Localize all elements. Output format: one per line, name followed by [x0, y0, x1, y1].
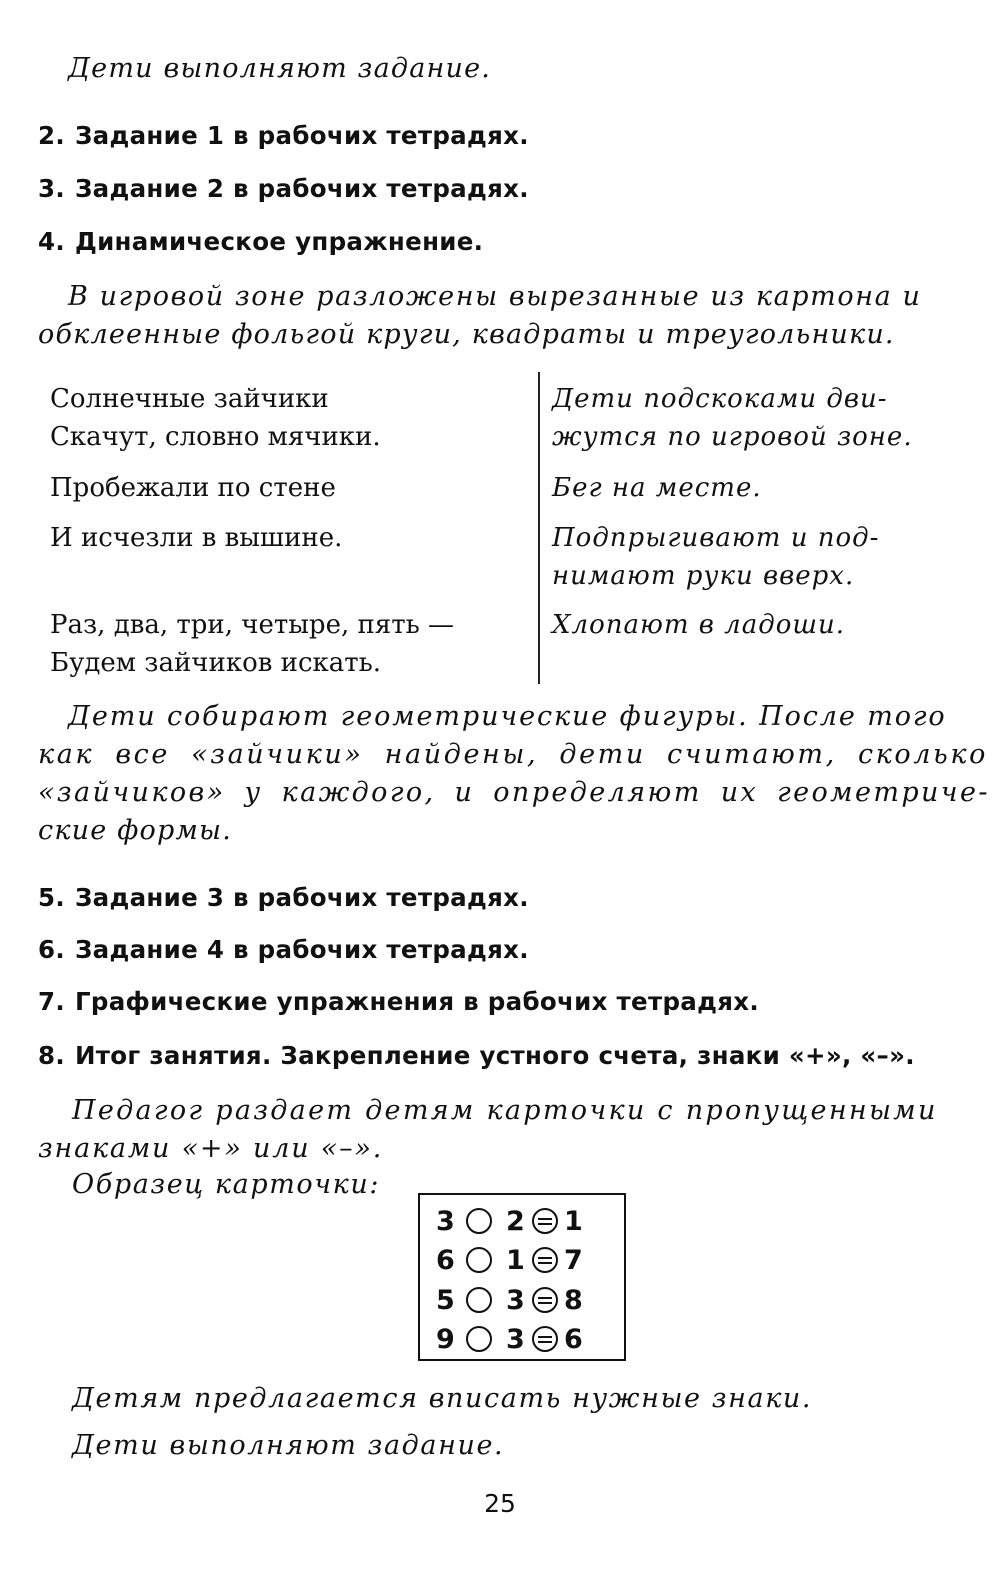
heading-number: 5. — [38, 883, 65, 912]
teacher-note-line-2: знаками «+» или «–». — [38, 1133, 384, 1164]
heading-lesson-summary — [38, 1040, 915, 1072]
blank-sign-circle-icon — [466, 1247, 492, 1273]
equals-circle-icon — [532, 1208, 558, 1234]
movement-instruction: Подпрыгивают и под- — [552, 523, 880, 553]
card-number: 3 — [436, 1205, 455, 1237]
card-row — [436, 1319, 582, 1359]
heading-text: Задание 2 в рабочих тетрадях. — [74, 174, 529, 203]
collect-note-line-4: ские формы. — [38, 815, 233, 846]
heading-text: Задание 1 в рабочих тетрадях. — [74, 121, 529, 150]
heading-number: 8. — [38, 1041, 65, 1070]
movement-instruction: Дети подскоками дви- — [552, 384, 888, 414]
heading-text: Задание 4 в рабочих тетрадях. — [74, 935, 529, 964]
heading-text: Итог занятия. Закрепление устного счета, знаки «+», «–». — [74, 1041, 915, 1070]
heading-text: Задание 3 в рабочих тетрадях. — [74, 883, 529, 912]
game-zone-line-1: В игровой зоне разложены вырезанные из картона и — [68, 281, 922, 312]
card-number: 9 — [436, 1323, 455, 1355]
heading-task-4 — [38, 934, 529, 966]
heading-number: 6. — [38, 935, 65, 964]
blank-sign-circle-icon — [466, 1287, 492, 1313]
card-number: 3 — [506, 1323, 525, 1355]
movement-instruction: жутся по игровой зоне. — [552, 422, 913, 452]
heading-number: 7. — [38, 987, 65, 1016]
poem-line: И исчезли в вышине. — [50, 523, 343, 553]
heading-graphic-exercises — [38, 986, 759, 1018]
equals-circle-icon — [532, 1287, 558, 1313]
heading-number: 4. — [38, 227, 65, 256]
card-row — [436, 1240, 582, 1280]
movement-instruction: Бег на месте. — [552, 473, 762, 503]
poem-line: Будем зайчиков искать. — [50, 648, 382, 678]
heading-text: Графические упражнения в рабочих тетрадях. — [74, 987, 759, 1016]
poem-line: Пробежали по стене — [50, 473, 336, 503]
collect-note-line-3: «зайчиков» у каждого, и определяют их геометриче- — [38, 777, 990, 808]
poem-table — [38, 370, 958, 688]
poem-line: Скачут, словно мячики. — [50, 422, 381, 452]
blank-sign-circle-icon — [466, 1326, 492, 1352]
heading-task-1 — [38, 120, 529, 152]
card-row — [436, 1280, 582, 1320]
card-number: 2 — [506, 1205, 525, 1237]
game-zone-line-2: обклеенные фольгой круги, квадраты и треугольники. — [38, 319, 895, 350]
blank-sign-circle-icon — [466, 1208, 492, 1234]
card-number: 6 — [564, 1323, 583, 1355]
closing-note-task: Дети выполняют задание. — [72, 1430, 505, 1461]
movement-instruction: Хлопают в ладоши. — [552, 610, 845, 640]
movement-instruction: нимают руки вверх. — [552, 561, 855, 591]
closing-note-instruction: Детям предлагается вписать нужные знаки. — [72, 1383, 813, 1414]
collect-note-line-1: Дети собирают геометрические фигуры. После того — [68, 701, 947, 732]
teacher-note-line-1: Педагог раздает детям карточки с пропущенными — [72, 1095, 938, 1126]
card-number: 5 — [436, 1284, 455, 1316]
page-number: 25 — [484, 1489, 516, 1518]
heading-task-2 — [38, 173, 529, 205]
poem-line: Раз, два, три, четыре, пять — — [50, 610, 455, 640]
equals-circle-icon — [532, 1326, 558, 1352]
card-number: 6 — [436, 1244, 455, 1276]
heading-task-3 — [38, 882, 529, 914]
poem-divider — [538, 372, 540, 684]
collect-note-line-2: как все «зайчики» найдены, дети считают, сколько — [38, 739, 988, 770]
card-number: 1 — [564, 1205, 583, 1237]
card-number: 8 — [564, 1284, 583, 1316]
heading-dynamic-exercise — [38, 226, 483, 258]
sample-card — [418, 1193, 626, 1361]
card-number: 1 — [506, 1244, 525, 1276]
poem-line: Солнечные зайчики — [50, 384, 329, 414]
equals-circle-icon — [532, 1247, 558, 1273]
card-row — [436, 1201, 582, 1241]
heading-number: 2. — [38, 121, 65, 150]
intro-note: Дети выполняют задание. — [68, 53, 492, 84]
card-number: 7 — [564, 1244, 583, 1276]
card-number: 3 — [506, 1284, 525, 1316]
heading-number: 3. — [38, 174, 65, 203]
heading-text: Динамическое упражнение. — [74, 227, 484, 256]
teacher-note-line-3: Образец карточки: — [72, 1169, 381, 1200]
